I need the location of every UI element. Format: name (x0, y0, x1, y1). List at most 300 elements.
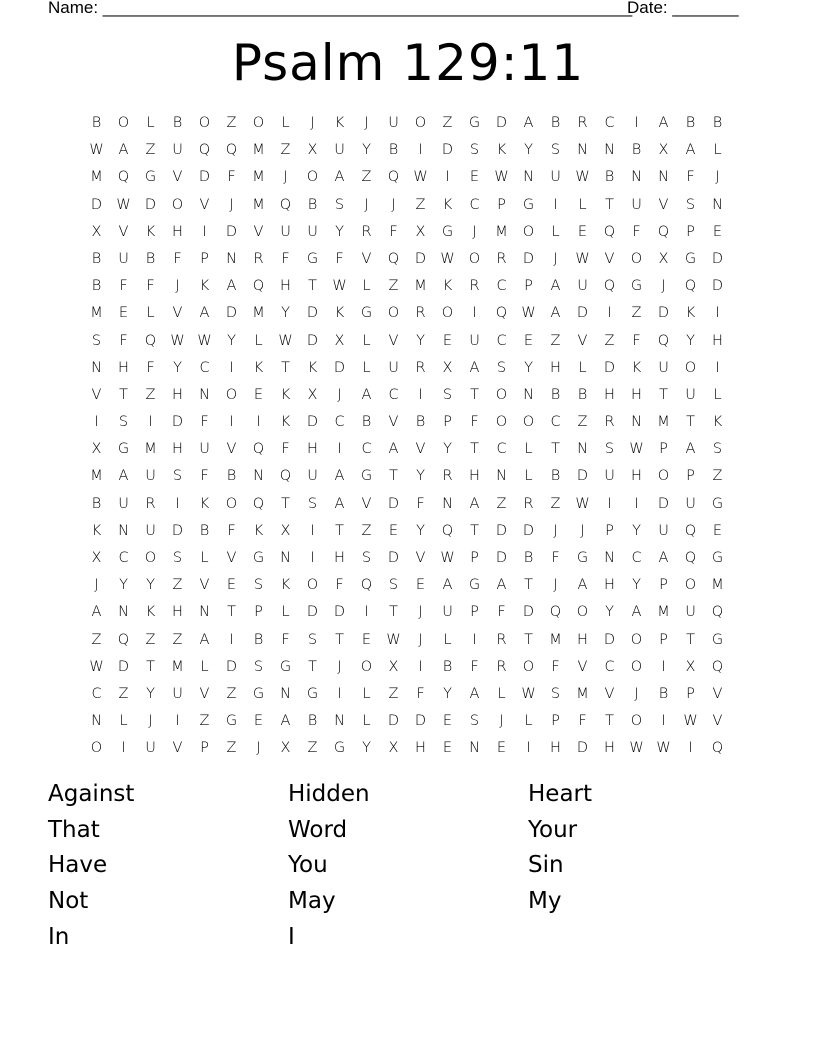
grid-cell: H (172, 441, 183, 458)
grid-cell: U (172, 142, 183, 159)
grid-cell: O (630, 658, 643, 675)
grid-cell: U (145, 522, 156, 539)
grid-cell: R (145, 495, 156, 512)
word-list-item: Sin (528, 852, 564, 879)
grid-cell: W (89, 142, 104, 159)
grid-cell: U (469, 332, 480, 349)
grid-cell: I (607, 305, 612, 322)
grid-cell: D (387, 550, 400, 566)
grid-cell: W (170, 332, 185, 349)
grid-cell: H (604, 577, 615, 594)
grid-cell: S (496, 359, 507, 376)
grid-cell: G (279, 658, 292, 675)
grid-cell: D (576, 305, 589, 322)
grid-cell: W (575, 250, 590, 267)
grid-cell: D (711, 278, 724, 295)
grid-cell: R (496, 631, 507, 648)
grid-cell: Z (550, 332, 561, 349)
grid-cell: H (604, 740, 615, 757)
grid-cell: W (386, 631, 401, 648)
grid-cell: T (605, 196, 614, 213)
grid-cell: S (442, 386, 453, 403)
grid-cell: I (94, 414, 99, 431)
grid-cell: Z (91, 631, 102, 648)
grid-cell: Y (416, 522, 425, 539)
grid-cell: S (604, 441, 615, 458)
grid-cell: W (332, 278, 347, 295)
grid-cell: D (495, 522, 508, 539)
grid-cell: T (281, 359, 290, 376)
grid-cell: N (334, 713, 345, 730)
grid-cell: G (468, 115, 481, 131)
grid-cell: A (226, 278, 237, 295)
grid-row (83, 137, 733, 164)
grid-cell: T (119, 386, 128, 403)
grid-cell: N (523, 386, 534, 403)
grid-cell: E (253, 713, 264, 730)
grid-cell: B (91, 278, 102, 295)
grid-cell: B (361, 414, 372, 431)
grid-cell: S (712, 441, 723, 458)
grid-cell: U (658, 359, 669, 376)
grid-cell: P (200, 740, 209, 757)
grid-cell: P (659, 577, 668, 594)
grid-row (83, 545, 733, 572)
grid-cell: I (472, 631, 477, 648)
grid-cell: R (604, 414, 615, 431)
grid-cell: J (553, 250, 558, 267)
grid-cell: V (172, 169, 183, 186)
grid-cell: B (658, 685, 669, 702)
grid-cell: X (307, 142, 318, 159)
grid-cell: H (334, 550, 345, 566)
grid-cell: Z (712, 468, 723, 485)
word-list-item: Heart (528, 781, 593, 807)
grid-cell: S (253, 658, 264, 675)
grid-cell: N (118, 522, 129, 539)
grid-cell: V (199, 685, 210, 702)
grid-cell: V (604, 685, 615, 702)
grid-cell: N (658, 169, 669, 186)
grid-cell: S (388, 577, 399, 594)
grid-cell: L (578, 359, 587, 376)
grid-cell: K (280, 386, 291, 403)
grid-cell: A (550, 305, 561, 322)
grid-cell: T (524, 631, 533, 648)
grid-cell: G (684, 250, 697, 267)
grid-cell: U (685, 604, 696, 621)
grid-cell: I (607, 495, 612, 512)
grid-cell: O (441, 305, 454, 322)
grid-cell: H (415, 740, 426, 757)
grid-cell: T (605, 713, 614, 730)
grid-cell: G (711, 495, 724, 512)
word-list-item: I (288, 923, 295, 950)
grid-cell: U (685, 495, 696, 512)
grid-cell: A (550, 278, 561, 295)
grid-cell: E (442, 332, 453, 349)
grid-cell: Z (631, 305, 642, 322)
grid-cell: D (576, 740, 589, 757)
grid-cell: E (577, 223, 588, 240)
grid-cell: Z (145, 386, 156, 403)
grid-cell: H (550, 359, 561, 376)
grid-cell: A (388, 441, 399, 458)
grid-cell: N (577, 142, 588, 159)
grid-cell: Q (603, 223, 616, 240)
grid-cell: Q (549, 604, 562, 621)
grid-cell: H (469, 468, 480, 485)
grid-cell: T (551, 441, 560, 458)
grid-cell: L (362, 685, 371, 702)
grid-cell: J (391, 196, 396, 213)
grid-cell: T (389, 604, 398, 621)
grid-cell: H (631, 468, 642, 485)
grid-cell: Z (226, 740, 237, 757)
word-list-item: Your (528, 816, 578, 843)
grid-cell: A (280, 713, 291, 730)
grid-cell: I (472, 305, 477, 322)
grid-cell: V (415, 550, 426, 566)
grid-cell: Q (144, 332, 157, 349)
grid-cell: M (252, 142, 265, 159)
grid-cell: H (604, 386, 615, 403)
grid-cell: R (496, 658, 507, 675)
grid-cell: J (310, 115, 315, 131)
grid-cell: M (171, 658, 184, 675)
grid-row (83, 681, 733, 708)
grid-cell: I (148, 414, 153, 431)
grid-cell: P (605, 522, 614, 539)
grid-cell: U (550, 169, 561, 186)
grid-cell: K (496, 142, 507, 159)
grid-cell: O (171, 196, 184, 213)
grid-cell: Q (657, 332, 670, 349)
grid-row (83, 572, 733, 599)
grid-cell: L (362, 278, 371, 295)
grid-cell: Z (172, 577, 183, 594)
grid-cell: G (117, 441, 130, 458)
grid-cell: N (469, 740, 480, 757)
grid-cell: F (632, 332, 641, 349)
grid-cell: D (306, 305, 319, 322)
grid-cell: D (387, 713, 400, 730)
grid-cell: T (335, 522, 344, 539)
grid-cell: T (470, 522, 479, 539)
grid-cell: D (603, 631, 616, 648)
grid-cell: O (522, 414, 535, 431)
grid-cell: T (686, 414, 695, 431)
grid-cell: U (172, 685, 183, 702)
grid-cell: T (659, 386, 668, 403)
grid-cell: Y (335, 223, 344, 240)
grid-cell: Q (495, 305, 508, 322)
grid-cell: L (524, 468, 533, 485)
grid-cell: F (335, 577, 344, 594)
grid-cell: I (418, 658, 423, 675)
grid-cell: O (495, 414, 508, 431)
grid-cell: F (470, 658, 479, 675)
grid-cell: O (522, 223, 535, 240)
grid-cell: A (334, 468, 345, 485)
word-list-item: My (528, 888, 562, 915)
grid-cell: Z (361, 169, 372, 186)
grid-cell: F (173, 250, 182, 267)
grid-cell: E (118, 305, 129, 322)
grid-cell: U (199, 441, 210, 458)
grid-cell: B (442, 658, 453, 675)
grid-cell: I (229, 631, 234, 648)
grid-cell: G (711, 631, 724, 648)
grid-cell: L (281, 115, 290, 131)
grid-cell: Z (145, 142, 156, 159)
grid-cell: G (144, 169, 157, 186)
grid-cell: A (685, 441, 696, 458)
grid-cell: J (364, 115, 369, 131)
grid-row (83, 355, 733, 382)
grid-cell: J (337, 658, 342, 675)
grid-cell: S (469, 142, 480, 159)
grid-cell: O (576, 604, 589, 621)
grid-cell: F (146, 278, 155, 295)
grid-cell: D (522, 522, 535, 539)
grid-cell: D (333, 604, 346, 621)
grid-cell: B (604, 169, 615, 186)
grid-cell: C (604, 658, 615, 675)
grid-cell: C (631, 550, 642, 566)
grid-cell: V (172, 740, 183, 757)
grid-cell: B (307, 713, 318, 730)
grid-cell: V (577, 658, 588, 675)
grid-cell: D (387, 495, 400, 512)
grid-cell: J (364, 196, 369, 213)
grid-cell: A (523, 115, 534, 131)
grid-cell: B (91, 115, 102, 131)
grid-cell: D (522, 250, 535, 267)
grid-cell: G (630, 278, 643, 295)
grid-cell: B (577, 386, 588, 403)
grid-row (83, 328, 733, 355)
letter-grid (83, 110, 733, 763)
grid-cell: X (658, 250, 669, 267)
grid-cell: B (550, 468, 561, 485)
grid-cell: J (553, 522, 558, 539)
grid-cell: M (657, 414, 670, 431)
grid-cell: X (415, 223, 426, 240)
grid-cell: P (659, 441, 668, 458)
grid-cell: G (306, 685, 319, 702)
grid-cell: T (281, 495, 290, 512)
grid-cell: D (522, 604, 535, 621)
grid-cell: M (549, 631, 562, 648)
grid-cell: I (553, 196, 558, 213)
grid-cell: K (442, 196, 453, 213)
grid-cell: B (712, 115, 723, 131)
grid-cell: A (469, 495, 480, 512)
grid-cell: F (389, 223, 398, 240)
grid-cell: H (280, 278, 291, 295)
grid-cell: D (198, 169, 211, 186)
grid-cell: B (550, 115, 561, 131)
grid-cell: M (252, 305, 265, 322)
grid-cell: X (658, 142, 669, 159)
grid-cell: N (496, 468, 507, 485)
grid-cell: E (226, 577, 237, 594)
grid-cell: D (333, 359, 346, 376)
grid-cell: I (715, 305, 720, 322)
grid-cell: N (199, 604, 210, 621)
grid-cell: Z (604, 332, 615, 349)
grid-cell: Y (605, 604, 614, 621)
grid-cell: I (202, 223, 207, 240)
grid-cell: V (415, 441, 426, 458)
grid-cell: L (146, 115, 155, 131)
grid-cell: F (416, 495, 425, 512)
grid-cell: X (307, 386, 318, 403)
grid-cell: J (499, 713, 504, 730)
grid-cell: O (630, 250, 643, 267)
grid-cell: A (91, 604, 102, 621)
grid-cell: U (442, 604, 453, 621)
grid-cell: I (526, 740, 531, 757)
grid-cell: Y (443, 685, 452, 702)
grid-cell: D (144, 196, 157, 213)
grid-row (83, 409, 733, 436)
grid-cell: O (387, 305, 400, 322)
grid-cell: B (253, 631, 264, 648)
grid-cell: Q (387, 250, 400, 267)
grid-cell: H (172, 223, 183, 240)
grid-cell: Q (198, 142, 211, 159)
grid-cell: M (144, 441, 157, 458)
grid-cell: C (334, 414, 345, 431)
grid-row (83, 110, 733, 137)
grid-cell: A (496, 577, 507, 594)
grid-cell: R (442, 468, 453, 485)
grid-cell: Q (252, 495, 265, 512)
grid-cell: O (657, 468, 670, 485)
grid-cell: Q (684, 522, 697, 539)
grid-cell: P (254, 604, 263, 621)
grid-cell: H (118, 359, 129, 376)
grid-cell: J (472, 223, 477, 240)
grid-cell: V (361, 250, 372, 267)
grid-cell: A (469, 359, 480, 376)
grid-cell: Z (145, 631, 156, 648)
word-list-item: May (288, 888, 336, 915)
grid-cell: V (658, 196, 669, 213)
grid-cell: I (715, 359, 720, 376)
grid-cell: E (712, 223, 723, 240)
grid-cell: B (388, 142, 399, 159)
grid-cell: X (91, 223, 102, 240)
word-list-item: You (288, 852, 328, 879)
grid-cell: M (252, 169, 265, 186)
grid-cell: H (550, 740, 561, 757)
grid-cell: E (712, 522, 723, 539)
grid-cell: F (146, 359, 155, 376)
grid-cell: C (604, 115, 615, 131)
grid-cell: F (227, 522, 236, 539)
grid-cell: X (388, 658, 399, 675)
grid-cell: G (306, 250, 319, 267)
grid-cell: M (576, 685, 589, 702)
grid-cell: G (576, 550, 589, 566)
grid-cell: B (631, 142, 642, 159)
grid-cell: C (469, 196, 480, 213)
grid-cell: A (577, 577, 588, 594)
grid-cell: F (200, 468, 209, 485)
grid-cell: L (551, 223, 560, 240)
grid-cell: Z (172, 631, 183, 648)
grid-cell: P (524, 278, 533, 295)
grid-cell: X (91, 550, 102, 566)
grid-cell: D (225, 305, 238, 322)
grid-cell: O (306, 169, 319, 186)
grid-cell: C (496, 441, 507, 458)
grid-cell: U (685, 386, 696, 403)
grid-cell: F (578, 713, 587, 730)
grid-cell: W (575, 495, 590, 512)
grid-cell: X (91, 441, 102, 458)
grid-cell: F (227, 169, 236, 186)
grid-cell: B (172, 115, 183, 131)
grid-cell: Z (361, 522, 372, 539)
grid-cell: Y (416, 468, 425, 485)
grid-cell: A (118, 468, 129, 485)
grid-cell: Y (119, 577, 128, 594)
grid-cell: T (308, 278, 317, 295)
word-list-item: Word (288, 816, 348, 843)
grid-cell: V (712, 713, 723, 730)
grid-cell: I (175, 713, 180, 730)
grid-cell: P (659, 631, 668, 648)
grid-cell: V (199, 196, 210, 213)
grid-cell: H (307, 441, 318, 458)
grid-cell: O (252, 115, 265, 131)
grid-cell: N (577, 441, 588, 458)
grid-row (83, 654, 733, 681)
word-column (48, 777, 288, 955)
grid-cell: Q (252, 278, 265, 295)
grid-cell: W (575, 169, 590, 186)
grid-cell: A (334, 169, 345, 186)
grid-cell: S (118, 414, 129, 431)
grid-cell: D (495, 550, 508, 566)
grid-cell: K (91, 522, 102, 539)
grid-cell: W (440, 250, 455, 267)
grid-cell: L (362, 713, 371, 730)
grid-cell: Q (711, 604, 724, 621)
grid-cell: J (337, 386, 342, 403)
grid-cell: Q (117, 631, 130, 648)
grid-cell: L (200, 550, 209, 566)
grid-cell: U (307, 223, 318, 240)
grid-cell: Q (684, 278, 697, 295)
grid-cell: C (361, 441, 372, 458)
grid-cell: V (172, 305, 183, 322)
grid-cell: O (630, 713, 643, 730)
grid-cell: N (631, 414, 642, 431)
grid-cell: Y (362, 740, 371, 757)
grid-cell: S (550, 685, 561, 702)
grid-cell: I (364, 604, 369, 621)
grid-cell: L (713, 386, 722, 403)
grid-cell: S (469, 713, 480, 730)
grid-cell: T (308, 658, 317, 675)
grid-cell: P (443, 414, 452, 431)
grid-cell: M (414, 278, 427, 295)
